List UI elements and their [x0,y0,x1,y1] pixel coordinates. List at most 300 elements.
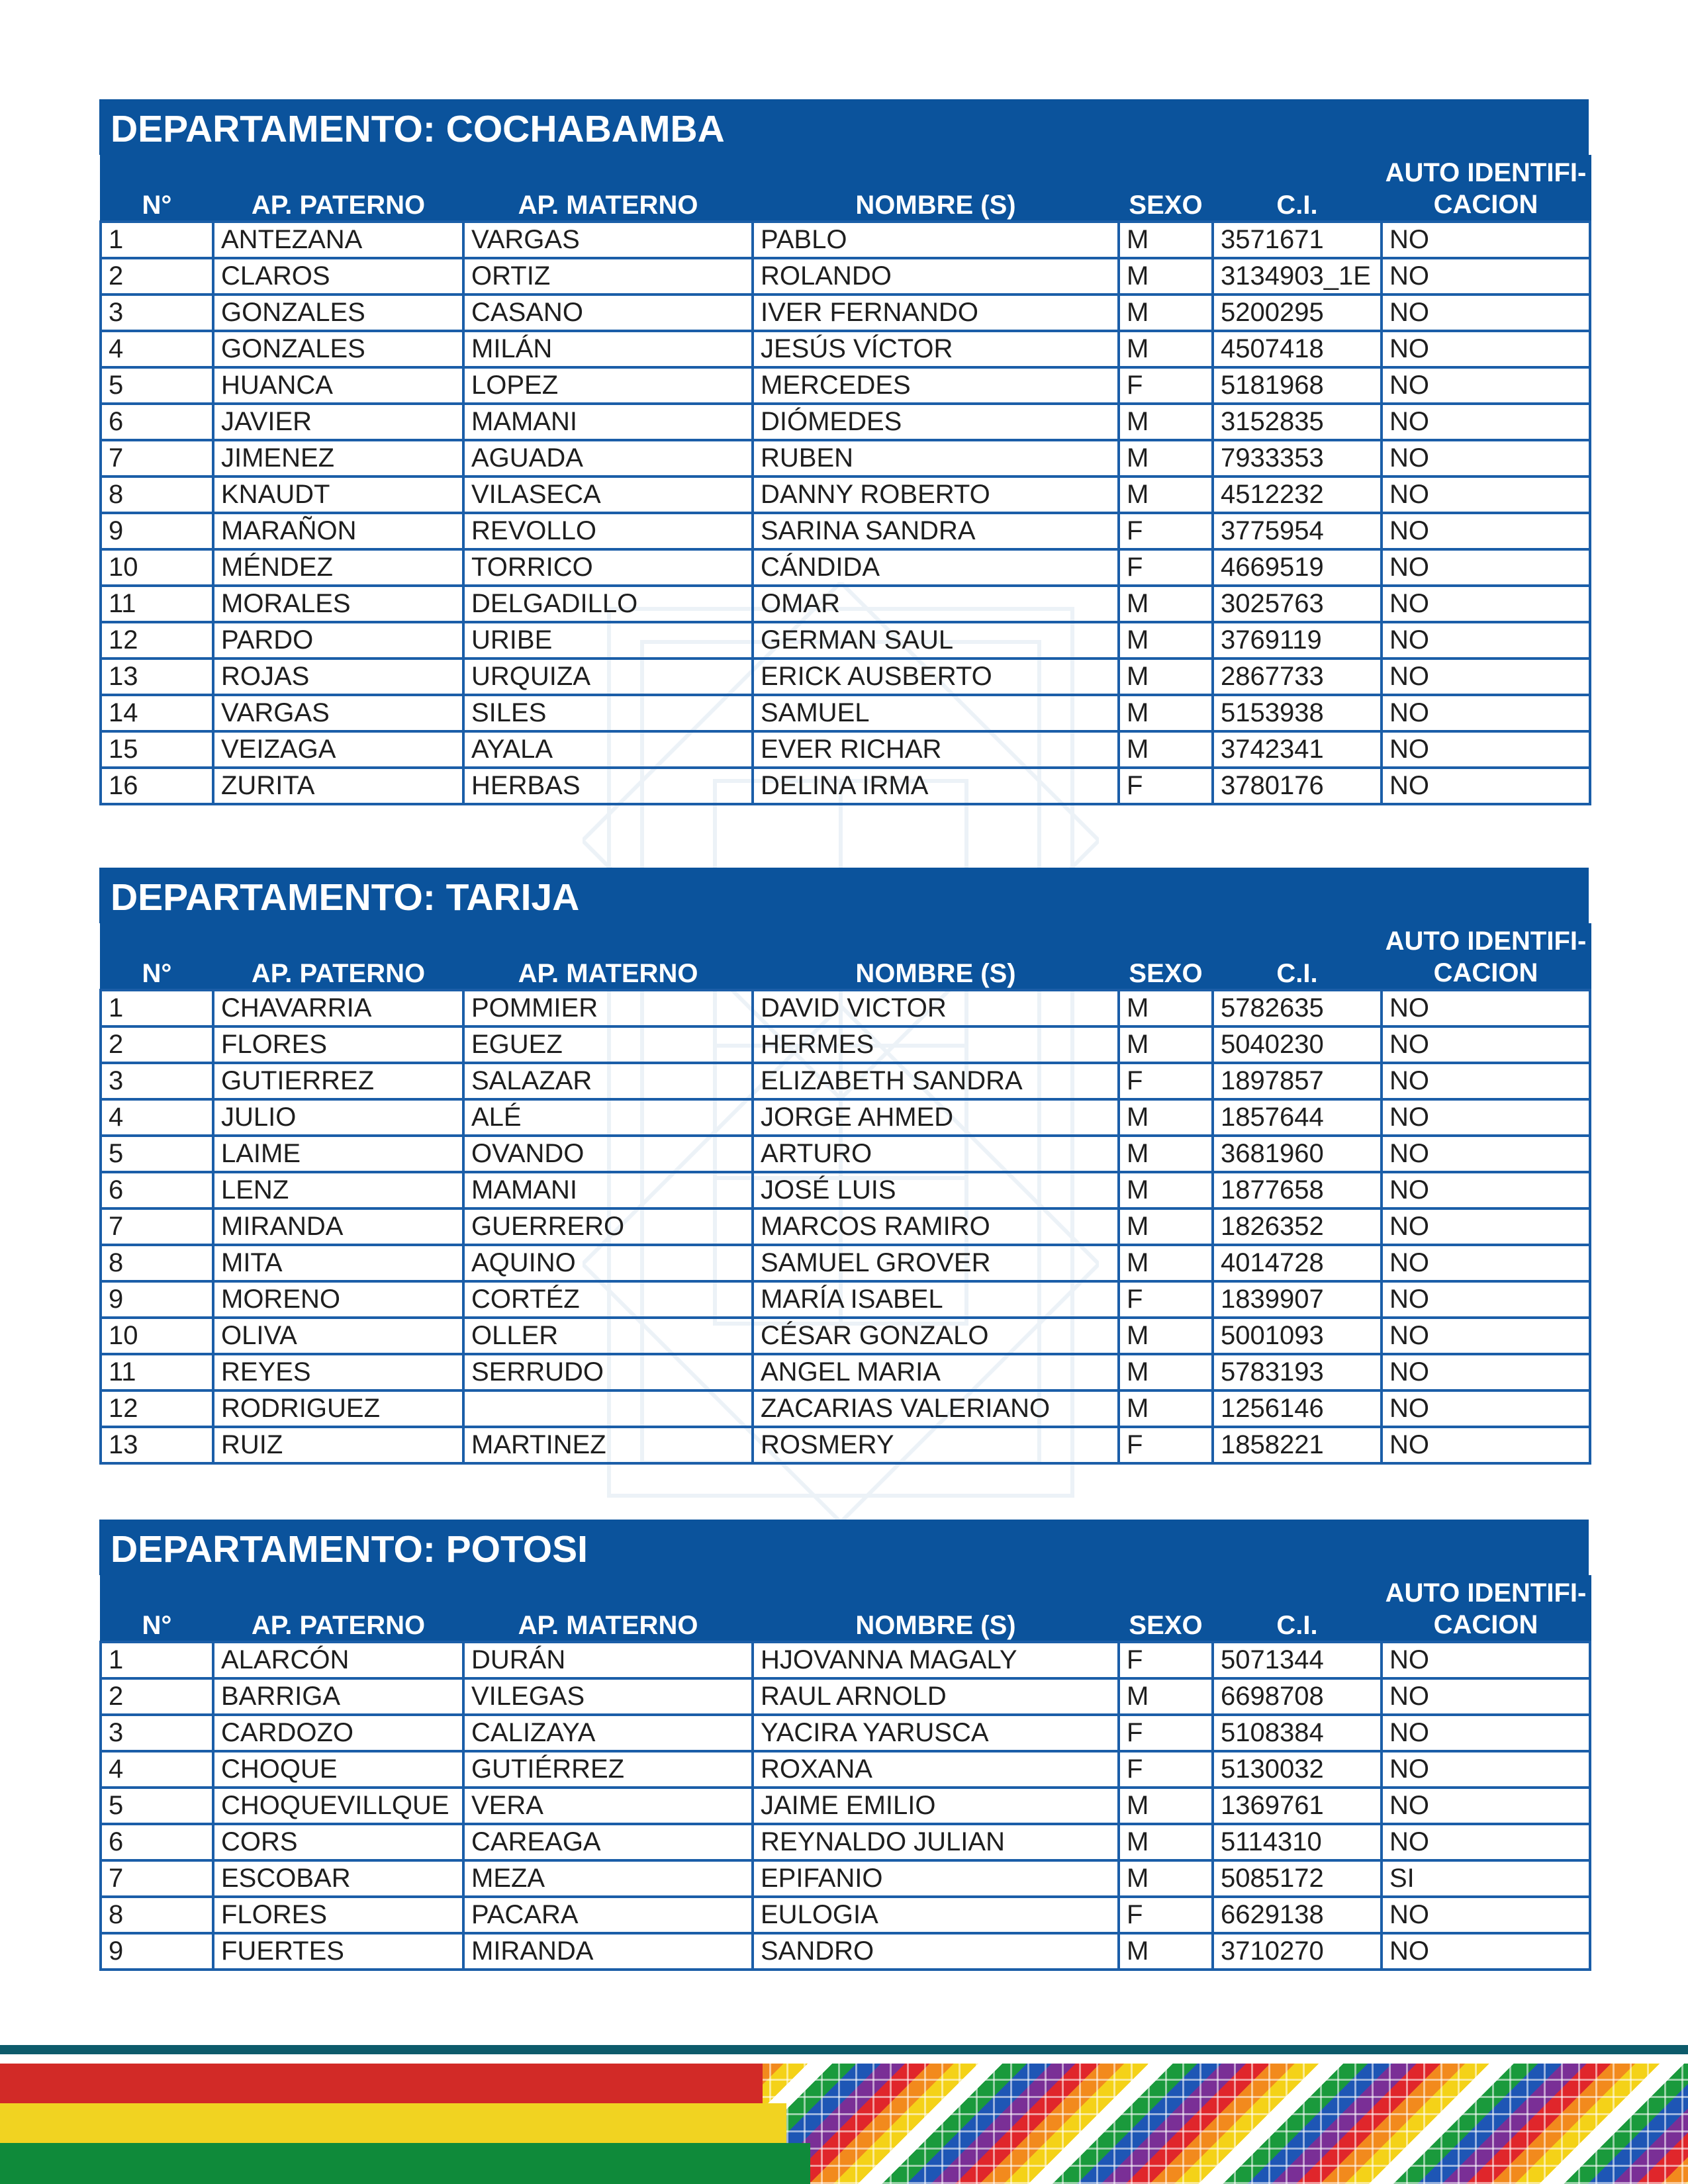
cell-sexo: F [1119,1281,1213,1318]
cell-materno [463,1390,753,1427]
flag-stripe-green [0,2143,761,2184]
table-row [101,1788,1590,1824]
cell-sexo: M [1119,1208,1213,1245]
cell-ci: 4014728 [1213,1245,1382,1281]
cell-materno: URIBE [463,622,753,659]
cell-auto-identificacion: NO [1382,1642,1590,1678]
cell-auto-identificacion: NO [1382,222,1590,258]
cell-sexo: M [1119,1026,1213,1063]
cell-num: 5 [101,1136,213,1172]
cell-materno: SALAZAR [463,1063,753,1099]
table-row [101,222,1590,258]
cell-sexo: M [1119,1678,1213,1715]
column-header-paterno: AP. PATERNO [213,156,463,222]
department-title: DEPARTAMENTO: COCHABAMBA [99,99,1589,155]
cell-paterno: ANTEZANA [213,222,463,258]
cell-sexo: F [1119,1715,1213,1751]
cell-auto-identificacion: NO [1382,1245,1590,1281]
cell-materno: AYALA [463,731,753,768]
cell-num: 6 [101,404,213,440]
cell-auto-identificacion: NO [1382,1788,1590,1824]
cell-num: 8 [101,1897,213,1933]
cell-num: 2 [101,258,213,295]
cell-sexo: M [1119,586,1213,622]
cell-nombre: EULOGIA [753,1897,1119,1933]
cell-paterno: BARRIGA [213,1678,463,1715]
column-header-materno: AP. MATERNO [463,156,753,222]
cell-paterno: CHOQUEVILLQUE [213,1788,463,1824]
cell-auto-identificacion: NO [1382,404,1590,440]
cell-nombre: ELIZABETH SANDRA [753,1063,1119,1099]
wiphala-grid [735,2064,1688,2184]
cell-ci: 4507418 [1213,331,1382,367]
cell-paterno: HUANCA [213,367,463,404]
cell-ci: 5071344 [1213,1642,1382,1678]
cell-sexo: M [1119,1788,1213,1824]
cell-num: 10 [101,1318,213,1354]
cell-auto-identificacion: NO [1382,1063,1590,1099]
cell-nombre: JAIME EMILIO [753,1788,1119,1824]
cell-paterno: CHAVARRIA [213,990,463,1026]
column-header-materno: AP. MATERNO [463,925,753,991]
cell-paterno: JAVIER [213,404,463,440]
cell-num: 8 [101,477,213,513]
cell-materno: SILES [463,695,753,731]
cell-auto-identificacion: NO [1382,1427,1590,1463]
cell-num: 3 [101,1063,213,1099]
cell-auto-identificacion: NO [1382,731,1590,768]
column-header-paterno: AP. PATERNO [213,1576,463,1643]
cell-nombre: SANDRO [753,1933,1119,1970]
cell-sexo: F [1119,1427,1213,1463]
table-row [101,695,1590,731]
cell-nombre: ROLANDO [753,258,1119,295]
column-header-sexo: SEXO [1119,156,1213,222]
column-header-ci: C.I. [1213,156,1382,222]
table-row [101,1245,1590,1281]
cell-num: 14 [101,695,213,731]
cell-ci: 5114310 [1213,1824,1382,1860]
table-row [101,768,1590,804]
cell-materno: VILASECA [463,477,753,513]
cell-auto-identificacion: NO [1382,258,1590,295]
cell-sexo: M [1119,990,1213,1026]
cell-num: 9 [101,513,213,549]
cell-sexo: F [1119,1751,1213,1788]
table-row [101,622,1590,659]
cell-auto-identificacion: NO [1382,1933,1590,1970]
footer-divider [0,2045,1688,2054]
section-cochabamba [99,99,1589,805]
cell-auto-identificacion: NO [1382,586,1590,622]
cell-paterno: GONZALES [213,295,463,331]
table-row [101,1933,1590,1970]
cell-paterno: JIMENEZ [213,440,463,477]
cell-paterno: LENZ [213,1172,463,1208]
column-header-auto-line2: CACION [1433,190,1538,219]
cell-materno: EGUEZ [463,1026,753,1063]
cell-num: 1 [101,222,213,258]
cell-ci: 3152835 [1213,404,1382,440]
table-row [101,1824,1590,1860]
cell-ci: 2867733 [1213,659,1382,695]
table-row [101,295,1590,331]
cell-paterno: LAIME [213,1136,463,1172]
cell-nombre: ROSMERY [753,1427,1119,1463]
table-row [101,1354,1590,1390]
table-row [101,1281,1590,1318]
cell-sexo: F [1119,1063,1213,1099]
cell-materno: URQUIZA [463,659,753,695]
cell-paterno: OLIVA [213,1318,463,1354]
cell-ci: 6629138 [1213,1897,1382,1933]
table-row [101,1751,1590,1788]
cell-nombre: PABLO [753,222,1119,258]
table-row [101,1897,1590,1933]
cell-num: 7 [101,1208,213,1245]
cell-ci: 5108384 [1213,1715,1382,1751]
cell-nombre: DELINA IRMA [753,768,1119,804]
cell-nombre: EVER RICHAR [753,731,1119,768]
cell-paterno: VARGAS [213,695,463,731]
table-row [101,1318,1590,1354]
cell-sexo: M [1119,1390,1213,1427]
cell-nombre: JORGE AHMED [753,1099,1119,1136]
column-header-auto-line1: AUTO IDENTIFI- [1385,158,1587,187]
cell-paterno: ESCOBAR [213,1860,463,1897]
cell-sexo: M [1119,1245,1213,1281]
cell-paterno: RUIZ [213,1427,463,1463]
cell-num: 7 [101,1860,213,1897]
cell-ci: 3769119 [1213,622,1382,659]
cell-num: 6 [101,1824,213,1860]
cell-ci: 5181968 [1213,367,1382,404]
cell-materno: REVOLLO [463,513,753,549]
cell-sexo: M [1119,659,1213,695]
cell-num: 6 [101,1172,213,1208]
cell-nombre: IVER FERNANDO [753,295,1119,331]
column-header-auto-line2: CACION [1433,958,1538,987]
cell-materno: MARTINEZ [463,1427,753,1463]
cell-ci: 5783193 [1213,1354,1382,1390]
column-header-auto-line2: CACION [1433,1610,1538,1639]
cell-ci: 1897857 [1213,1063,1382,1099]
cell-paterno: RODRIGUEZ [213,1390,463,1427]
cell-num: 9 [101,1933,213,1970]
table-row [101,659,1590,695]
cell-paterno: MIRANDA [213,1208,463,1245]
cell-num: 8 [101,1245,213,1281]
cell-num: 12 [101,622,213,659]
column-header-nombre: NOMBRE (S) [753,156,1119,222]
cell-nombre: HERMES [753,1026,1119,1063]
cell-sexo: M [1119,1172,1213,1208]
table-row [101,1860,1590,1897]
cell-paterno: ROJAS [213,659,463,695]
cell-num: 7 [101,440,213,477]
table-header-row [101,925,1590,991]
cell-nombre: SARINA SANDRA [753,513,1119,549]
cell-paterno: FLORES [213,1026,463,1063]
cell-sexo: M [1119,258,1213,295]
cell-sexo: M [1119,404,1213,440]
cell-materno: MILÁN [463,331,753,367]
column-header-materno: AP. MATERNO [463,1576,753,1643]
cell-materno: MIRANDA [463,1933,753,1970]
table-row [101,440,1590,477]
cell-materno: MEZA [463,1860,753,1897]
cell-ci: 3571671 [1213,222,1382,258]
cell-paterno: PARDO [213,622,463,659]
cell-paterno: MORALES [213,586,463,622]
cell-auto-identificacion: NO [1382,695,1590,731]
cell-paterno: FLORES [213,1897,463,1933]
cell-sexo: M [1119,1099,1213,1136]
cell-auto-identificacion: NO [1382,1281,1590,1318]
column-header-auto-line1: AUTO IDENTIFI- [1385,927,1587,956]
cell-ci: 1877658 [1213,1172,1382,1208]
table-row [101,1715,1590,1751]
column-header-num: N° [101,1576,213,1643]
cell-auto-identificacion: NO [1382,1136,1590,1172]
cell-auto-identificacion: NO [1382,1390,1590,1427]
cell-nombre: JESÚS VÍCTOR [753,331,1119,367]
table-row [101,1208,1590,1245]
cell-auto-identificacion: NO [1382,1824,1590,1860]
cell-ci: 5130032 [1213,1751,1382,1788]
cell-nombre: YACIRA YARUSCA [753,1715,1119,1751]
table-row [101,367,1590,404]
cell-ci: 7933353 [1213,440,1382,477]
cell-auto-identificacion: NO [1382,768,1590,804]
cell-sexo: M [1119,222,1213,258]
cell-num: 16 [101,768,213,804]
cell-paterno: MITA [213,1245,463,1281]
cell-auto-identificacion: SI [1382,1860,1590,1897]
column-header-auto-identificacion [1382,1576,1590,1643]
column-header-auto-line1: AUTO IDENTIFI- [1385,1578,1587,1608]
cell-auto-identificacion: NO [1382,331,1590,367]
section-potosi [99,1520,1589,1971]
cell-ci: 5200295 [1213,295,1382,331]
table-row [101,1390,1590,1427]
cell-sexo: M [1119,477,1213,513]
cell-num: 15 [101,731,213,768]
column-header-nombre: NOMBRE (S) [753,1576,1119,1643]
table-header-row [101,1576,1590,1643]
cell-nombre: ERICK AUSBERTO [753,659,1119,695]
table-row [101,990,1590,1026]
cell-materno: AGUADA [463,440,753,477]
cell-nombre: CÉSAR GONZALO [753,1318,1119,1354]
flag-stripe-red [0,2064,761,2103]
cell-paterno: CORS [213,1824,463,1860]
cell-materno: OLLER [463,1318,753,1354]
cell-num: 9 [101,1281,213,1318]
members-table [99,1575,1591,1971]
table-row [101,731,1590,768]
cell-auto-identificacion: NO [1382,295,1590,331]
cell-materno: VARGAS [463,222,753,258]
cell-ci: 1256146 [1213,1390,1382,1427]
cell-auto-identificacion: NO [1382,440,1590,477]
cell-auto-identificacion: NO [1382,1318,1590,1354]
cell-paterno: REYES [213,1354,463,1390]
column-header-ci: C.I. [1213,925,1382,991]
department-title: DEPARTAMENTO: TARIJA [99,868,1589,923]
cell-sexo: F [1119,768,1213,804]
cell-num: 1 [101,990,213,1026]
cell-sexo: M [1119,731,1213,768]
cell-sexo: M [1119,331,1213,367]
cell-num: 5 [101,1788,213,1824]
cell-ci: 1369761 [1213,1788,1382,1824]
cell-nombre: ARTURO [753,1136,1119,1172]
table-row [101,1427,1590,1463]
cell-num: 4 [101,331,213,367]
cell-materno: CASANO [463,295,753,331]
cell-paterno: CHOQUE [213,1751,463,1788]
cell-sexo: M [1119,440,1213,477]
cell-ci: 6698708 [1213,1678,1382,1715]
cell-materno: PACARA [463,1897,753,1933]
table-row [101,513,1590,549]
cell-materno: VILEGAS [463,1678,753,1715]
cell-materno: MAMANI [463,404,753,440]
section-tarija [99,868,1589,1465]
cell-ci: 5153938 [1213,695,1382,731]
members-table [99,923,1591,1465]
table-row [101,404,1590,440]
cell-num: 13 [101,1427,213,1463]
cell-ci: 3742341 [1213,731,1382,768]
cell-num: 13 [101,659,213,695]
cell-ci: 1857644 [1213,1099,1382,1136]
cell-nombre: CÁNDIDA [753,549,1119,586]
table-row [101,1026,1590,1063]
cell-num: 3 [101,295,213,331]
cell-auto-identificacion: NO [1382,1897,1590,1933]
cell-num: 4 [101,1751,213,1788]
cell-materno: CAREAGA [463,1824,753,1860]
cell-nombre: JOSÉ LUIS [753,1172,1119,1208]
members-table [99,155,1591,805]
cell-ci: 3710270 [1213,1933,1382,1970]
cell-auto-identificacion: NO [1382,1715,1590,1751]
cell-num: 5 [101,367,213,404]
cell-sexo: M [1119,1136,1213,1172]
cell-nombre: SAMUEL GROVER [753,1245,1119,1281]
cell-paterno: CLAROS [213,258,463,295]
cell-ci: 4669519 [1213,549,1382,586]
cell-nombre: ZACARIAS VALERIANO [753,1390,1119,1427]
cell-ci: 1839907 [1213,1281,1382,1318]
cell-nombre: MARCOS RAMIRO [753,1208,1119,1245]
column-header-sexo: SEXO [1119,1576,1213,1643]
cell-ci: 1858221 [1213,1427,1382,1463]
cell-materno: GUERRERO [463,1208,753,1245]
cell-nombre: RUBEN [753,440,1119,477]
cell-auto-identificacion: NO [1382,622,1590,659]
column-header-ci: C.I. [1213,1576,1382,1643]
cell-nombre: OMAR [753,586,1119,622]
cell-num: 12 [101,1390,213,1427]
cell-nombre: RAUL ARNOLD [753,1678,1119,1715]
table-row [101,549,1590,586]
cell-paterno: GONZALES [213,331,463,367]
cell-num: 11 [101,1354,213,1390]
table-row [101,1136,1590,1172]
cell-materno: POMMIER [463,990,753,1026]
table-row [101,1063,1590,1099]
cell-ci: 5001093 [1213,1318,1382,1354]
cell-num: 10 [101,549,213,586]
cell-num: 3 [101,1715,213,1751]
table-row [101,1172,1590,1208]
cell-materno: ORTIZ [463,258,753,295]
cell-num: 2 [101,1026,213,1063]
cell-paterno: KNAUDT [213,477,463,513]
table-row [101,477,1590,513]
cell-sexo: M [1119,1824,1213,1860]
cell-auto-identificacion: NO [1382,990,1590,1026]
column-header-auto-identificacion [1382,156,1590,222]
cell-materno: DURÁN [463,1642,753,1678]
cell-nombre: ROXANA [753,1751,1119,1788]
cell-ci: 5085172 [1213,1860,1382,1897]
cell-sexo: M [1119,1354,1213,1390]
cell-ci: 5040230 [1213,1026,1382,1063]
cell-num: 11 [101,586,213,622]
cell-auto-identificacion: NO [1382,1099,1590,1136]
cell-paterno: ALARCÓN [213,1642,463,1678]
cell-materno: LOPEZ [463,367,753,404]
cell-auto-identificacion: NO [1382,549,1590,586]
cell-materno: GUTIÉRREZ [463,1751,753,1788]
cell-ci: 5782635 [1213,990,1382,1026]
cell-auto-identificacion: NO [1382,367,1590,404]
cell-sexo: M [1119,695,1213,731]
cell-nombre: ANGEL MARIA [753,1354,1119,1390]
cell-nombre: HJOVANNA MAGALY [753,1642,1119,1678]
cell-nombre: DANNY ROBERTO [753,477,1119,513]
table-header-row [101,156,1590,222]
cell-paterno: CARDOZO [213,1715,463,1751]
cell-ci: 3780176 [1213,768,1382,804]
cell-materno: HERBAS [463,768,753,804]
cell-auto-identificacion: NO [1382,513,1590,549]
column-header-auto-identificacion [1382,925,1590,991]
cell-materno: CORTÉZ [463,1281,753,1318]
column-header-num: N° [101,925,213,991]
cell-sexo: F [1119,1642,1213,1678]
cell-sexo: M [1119,295,1213,331]
cell-paterno: ZURITA [213,768,463,804]
cell-sexo: M [1119,622,1213,659]
cell-sexo: F [1119,367,1213,404]
cell-nombre: MERCEDES [753,367,1119,404]
department-title: DEPARTAMENTO: POTOSI [99,1520,1589,1575]
cell-sexo: F [1119,1897,1213,1933]
cell-sexo: F [1119,513,1213,549]
table-row [101,331,1590,367]
cell-materno: SERRUDO [463,1354,753,1390]
cell-nombre: DIÓMEDES [753,404,1119,440]
cell-nombre: MARÍA ISABEL [753,1281,1119,1318]
cell-ci: 1826352 [1213,1208,1382,1245]
flag-stripe-yellow [0,2103,761,2143]
column-header-nombre: NOMBRE (S) [753,925,1119,991]
